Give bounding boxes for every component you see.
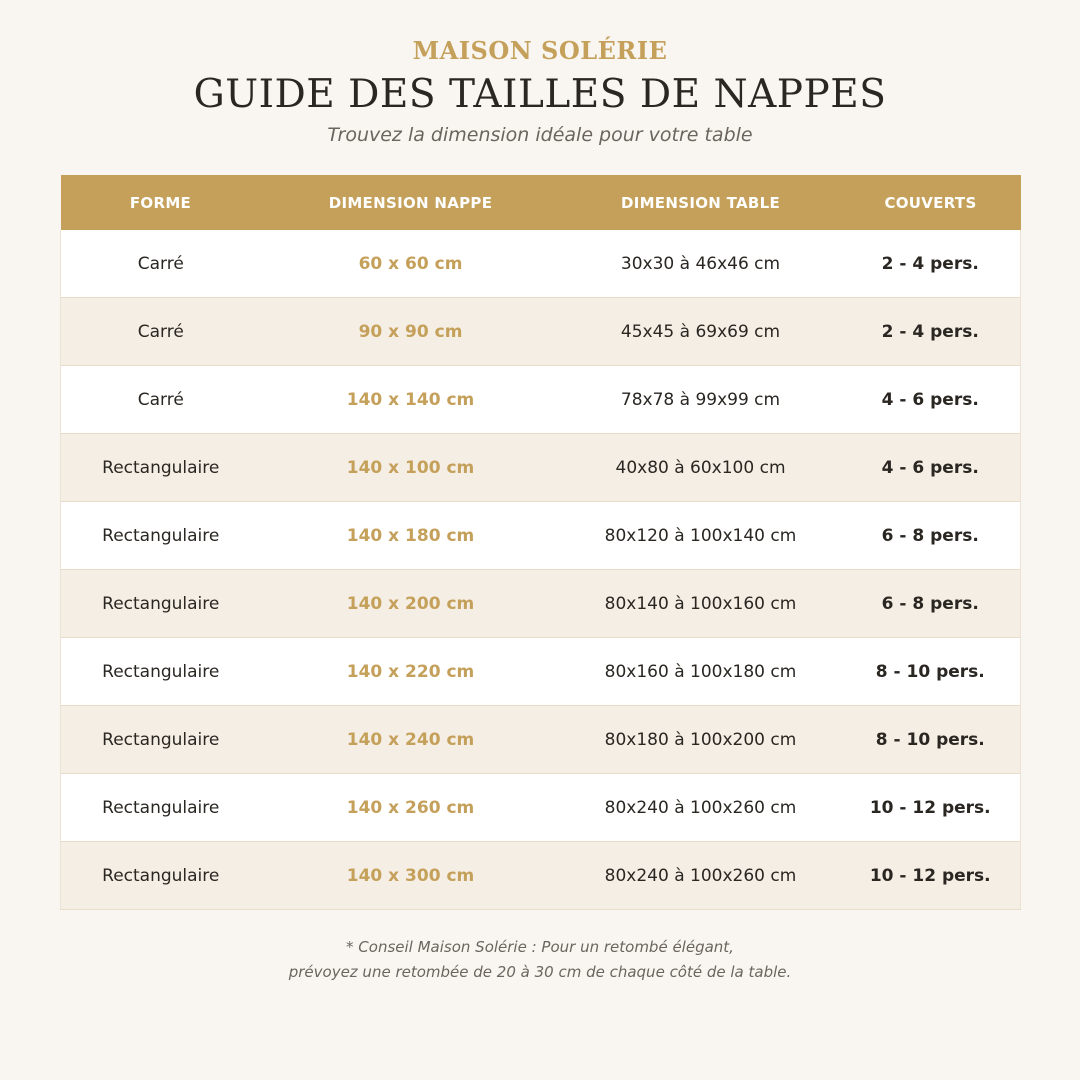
column-header-dimension-nappe: DIMENSION NAPPE [261,175,561,230]
cell-forme: Carré [61,298,261,366]
cell-dimension-table: 80x240 à 100x260 cm [561,774,841,842]
cell-dimension-table: 80x140 à 100x160 cm [561,570,841,638]
cell-forme: Rectangulaire [61,502,261,570]
cell-dimension-nappe: 140 x 260 cm [261,774,561,842]
cell-couverts: 8 - 10 pers. [841,638,1021,706]
cell-dimension-nappe: 140 x 220 cm [261,638,561,706]
cell-dimension-table: 45x45 à 69x69 cm [561,298,841,366]
column-header-dimension-table: DIMENSION TABLE [561,175,841,230]
cell-dimension-nappe: 140 x 140 cm [261,366,561,434]
cell-forme: Rectangulaire [61,638,261,706]
cell-dimension-nappe: 60 x 60 cm [261,230,561,298]
footnote-line-1: * Conseil Maison Solérie : Pour un retombé élégant, [346,938,734,956]
cell-forme: Rectangulaire [61,570,261,638]
cell-dimension-nappe: 140 x 180 cm [261,502,561,570]
cell-forme: Rectangulaire [61,706,261,774]
cell-dimension-table: 80x160 à 100x180 cm [561,638,841,706]
cell-forme: Carré [61,230,261,298]
size-guide-table [60,175,1021,910]
table-row [61,502,1021,570]
cell-dimension-table: 80x240 à 100x260 cm [561,842,841,910]
page-subtitle: Trouvez la dimension idéale pour votre table [327,124,753,146]
table-row [61,774,1021,842]
cell-dimension-nappe: 140 x 240 cm [261,706,561,774]
cell-dimension-table: 78x78 à 99x99 cm [561,366,841,434]
table-row [61,298,1021,366]
table-row [61,842,1021,910]
footnote-line-2: prévoyez une retombée de 20 à 30 cm de chaque côté de la table. [288,963,792,981]
page-title: GUIDE DES TAILLES DE NAPPES [193,72,887,117]
cell-dimension-nappe: 140 x 300 cm [261,842,561,910]
table-row [61,230,1021,298]
brand-name: MAISON SOLÉRIE [412,36,668,65]
table-header-row [61,175,1021,230]
cell-forme: Rectangulaire [61,842,261,910]
cell-dimension-table: 30x30 à 46x46 cm [561,230,841,298]
table-row [61,638,1021,706]
cell-couverts: 6 - 8 pers. [841,502,1021,570]
cell-couverts: 4 - 6 pers. [841,434,1021,502]
cell-dimension-nappe: 90 x 90 cm [261,298,561,366]
cell-dimension-nappe: 140 x 200 cm [261,570,561,638]
table-row [61,570,1021,638]
footnote [0,935,1080,985]
cell-couverts: 4 - 6 pers. [841,366,1021,434]
cell-forme: Carré [61,366,261,434]
cell-dimension-table: 80x120 à 100x140 cm [561,502,841,570]
cell-couverts: 10 - 12 pers. [841,774,1021,842]
cell-couverts: 2 - 4 pers. [841,298,1021,366]
cell-dimension-table: 40x80 à 60x100 cm [561,434,841,502]
table-row [61,434,1021,502]
cell-forme: Rectangulaire [61,434,261,502]
cell-forme: Rectangulaire [61,774,261,842]
column-header-couverts: COUVERTS [841,175,1021,230]
cell-couverts: 6 - 8 pers. [841,570,1021,638]
cell-couverts: 2 - 4 pers. [841,230,1021,298]
cell-dimension-table: 80x180 à 100x200 cm [561,706,841,774]
cell-couverts: 8 - 10 pers. [841,706,1021,774]
table-row [61,366,1021,434]
cell-dimension-nappe: 140 x 100 cm [261,434,561,502]
column-header-forme: FORME [61,175,261,230]
cell-couverts: 10 - 12 pers. [841,842,1021,910]
table-row [61,706,1021,774]
